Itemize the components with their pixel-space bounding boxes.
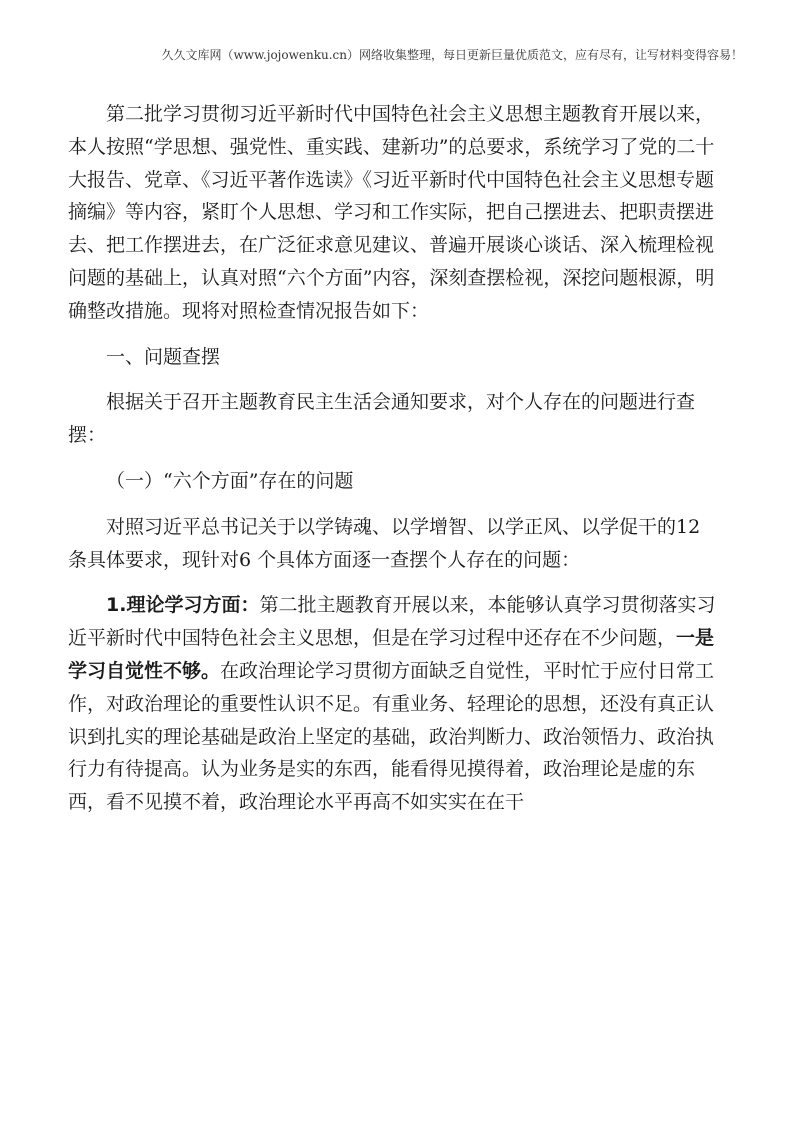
item-text-2: 在政治理论学习贯彻方面缺乏自觉性，平时忙于应付日常工作，对政治理论的重要性认识不足。有重业务、轻理论的思想，还没有真正认识到扎实的理论基础是政治上坚定的基础，政治判断力、政治领悟力、政治执行力有待提高。认为业务是实的东西，能看得见摸得着，政治理论是虚的东西，看不见摸不着，政治理论水平再高不如实实在在干 [68, 659, 715, 814]
subsection-lead-paragraph: 对照习近平总书记关于以学铸魂、以学增智、以学正风、以学促干的12条具体要求，现针对6 个具体方面逐一查摆个人存在的问题： [68, 515, 701, 571]
subsection-heading: （一）“六个方面”存在的问题 [106, 469, 354, 492]
document-body [68, 98, 716, 819]
item-text-1: 第二批主题教育开展以来，本能够认真学习贯彻落实习近平新时代中国特色社会主义思想，但是在学习过程中还存在不少问题， [68, 594, 716, 650]
item-point-label: 一是学习自觉性不够。 [68, 627, 715, 682]
section-lead-paragraph: 根据关于召开主题教育民主生活会通知要求，对个人存在的问题进行查摆： [68, 391, 696, 447]
section-heading: 一、问题查摆 [106, 345, 221, 368]
intro-paragraph: 第二批学习贯彻习近平新时代中国特色社会主义思想主题教育开展以来，本人按照“学思想、强党性、重实践、建新功”的总要求，系统学习了党的二十大报告、党章、《习近平著作选读》《习近平新时代中国特色社会主义思想专题摘编》等内容，紧盯个人思想、学习和工作实际，把自己摆进去、把职责摆进去、把工作摆进去，在广泛征求意见建议、普遍开展谈心谈话、深入梳理检视问题的基础上，认真对照“六个方面”内容，深刻查摆检视，深挖问题根源，明确整改措施。现将对照检查情况报告如下： [68, 103, 715, 322]
item-paragraph [68, 589, 716, 819]
item-label: 1.理论学习方面： [106, 594, 260, 617]
header-note: 久久文库网（www.jojowenku.cn）网络收集整理，每日更新巨量优质范文，应有尽有，让写材料变得容易！ [161, 48, 743, 62]
